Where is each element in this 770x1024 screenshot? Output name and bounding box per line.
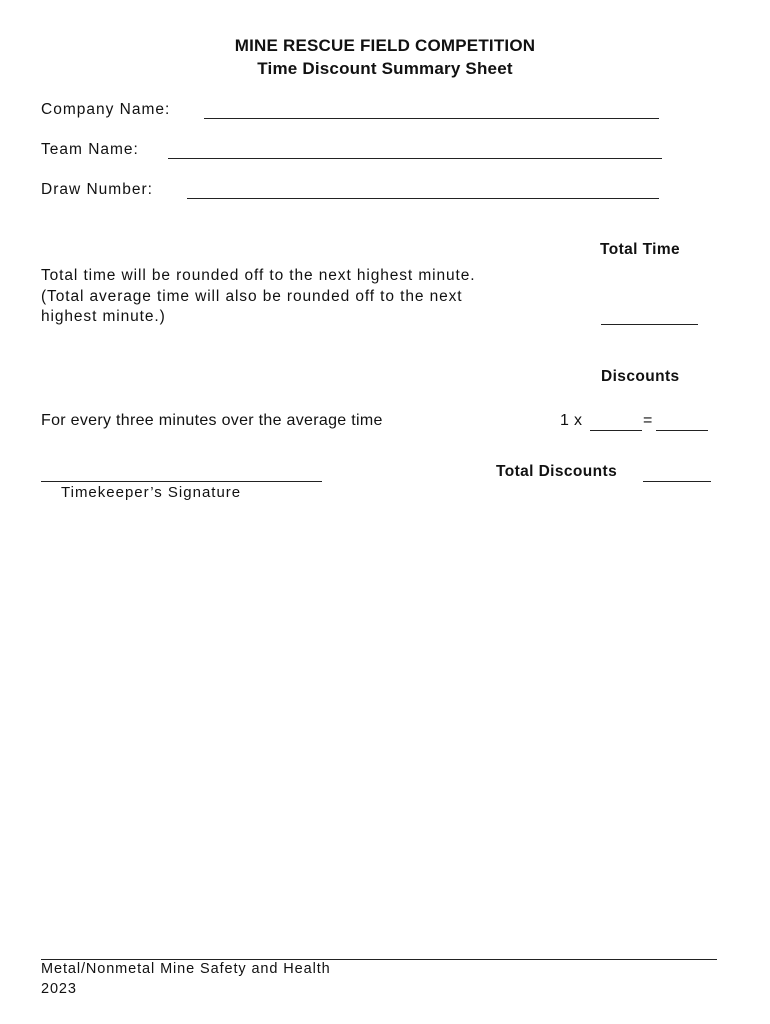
draw-number-label: Draw Number: xyxy=(41,181,153,198)
total-time-field[interactable] xyxy=(601,324,698,325)
discounts-heading: Discounts xyxy=(601,368,680,385)
discount-rule-text: For every three minutes over the average time xyxy=(41,412,383,429)
total-discounts-field[interactable] xyxy=(643,481,711,482)
discount-multiplier: 1 x xyxy=(560,412,583,429)
discount-equals: = xyxy=(643,412,653,429)
timekeeper-signature-line[interactable] xyxy=(41,481,322,482)
form-subtitle: Time Discount Summary Sheet xyxy=(257,59,513,78)
draw-number-field[interactable] xyxy=(187,198,659,199)
team-name-field[interactable] xyxy=(168,158,662,159)
team-name-label: Team Name: xyxy=(41,141,139,158)
company-name-label: Company Name: xyxy=(41,101,171,118)
company-name-field[interactable] xyxy=(204,118,659,119)
total-discounts-label: Total Discounts xyxy=(496,463,618,480)
discount-result-field[interactable] xyxy=(656,430,708,431)
footer-agency: Metal/Nonmetal Mine Safety and Health xyxy=(41,961,331,977)
total-time-heading: Total Time xyxy=(600,241,681,258)
form-title: MINE RESCUE FIELD COMPETITION xyxy=(234,36,536,55)
discount-count-field[interactable] xyxy=(590,430,642,431)
timekeeper-signature-label: Timekeeper’s Signature xyxy=(61,484,242,501)
footer-year: 2023 xyxy=(41,981,77,997)
rounding-rule-text: Total time will be rounded off to the next highest minute. (Total average time will also be rounded off to the next highest minute.) xyxy=(41,267,476,325)
